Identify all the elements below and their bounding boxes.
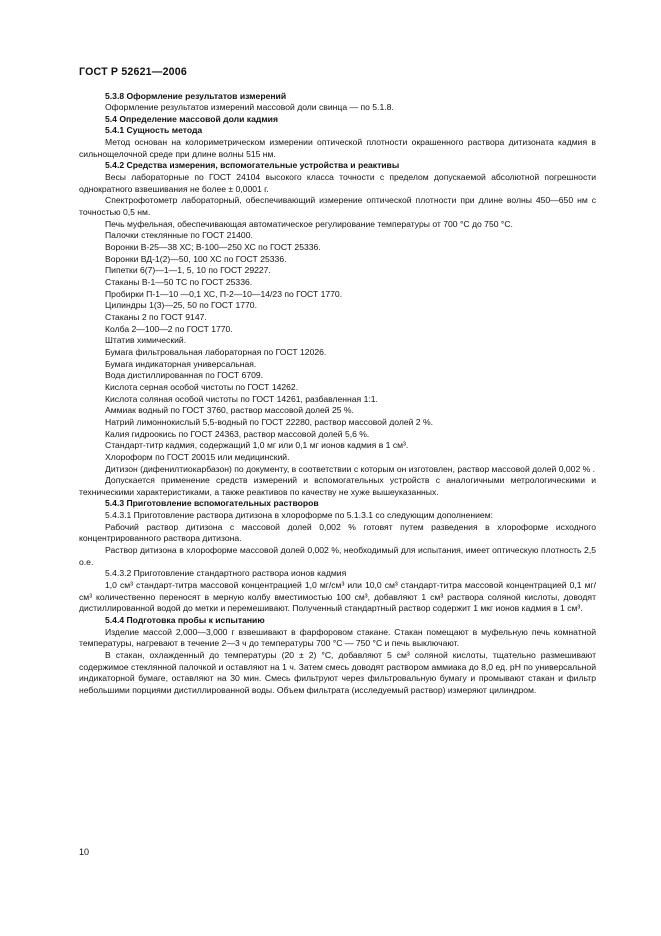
paragraph: 5.4.3.2 Приготовление стандартного раствора ионов кадмия (105, 568, 347, 579)
list-item: Калия гидроокись по ГОСТ 24363, раствор массовой долей 5,6 %. (105, 428, 370, 439)
section-heading-5-4-1: 5.4.1 Сущность метода (105, 125, 203, 136)
list-item: Бумага фильтровальная лабораторная по ГОСТ 12026. (105, 346, 327, 357)
list-item: Воронки В-25—38 ХС; В-100—250 ХС по ГОСТ 25336. (105, 242, 321, 253)
paragraph: Дитизон (дифенилтиокарбазон) по документу, в соответствии с которым он изготовлен, раствор массовой долей 0,002 % . (105, 463, 596, 474)
list-item: Пипетки 6(7)—1—1, 5, 10 по ГОСТ 29227. (105, 265, 271, 276)
paragraph: Весы лабораторные по ГОСТ 24104 высокого класса точности с пределом допускаемой абсолютной погрешности однократного взвешивания не более ± 0,0001 г. (79, 172, 596, 194)
section-heading-5-4-4: 5.4.4 Подготовка пробы к испытанию (105, 615, 265, 626)
list-item: Стандарт-титр кадмия, содержащий 1,0 мг или 0,1 мг ионов кадмия в 1 см³. (105, 440, 409, 451)
paragraph: 5.4.3.1 Приготовление раствора дитизона в хлороформе по 5.1.3.1 со следующим дополнением: (105, 510, 494, 521)
standard-header: ГОСТ Р 52621—2006 (79, 66, 187, 78)
list-item: Вода дистиллированная по ГОСТ 6709. (105, 370, 264, 381)
paragraph: Печь муфельная, обеспечивающая автоматическое регулирование температуры от 700 °С до 750 °С. (105, 218, 513, 229)
section-heading-5-4: 5.4 Определение массовой доли кадмия (105, 113, 278, 124)
body-text (79, 91, 596, 697)
paragraph: Допускается применение средств измерений и вспомогательных устройств с аналогичными метрологическими и техническими характеристиками, а также реактивов по качеству не хуже вышеуказанных. (79, 475, 596, 497)
paragraph: Рабочий раствор дитизона с массовой долей 0,002 % готовят путем разведения в хлороформе исходного концентрированного раствора дитизона. (79, 521, 596, 544)
list-item: Аммиак водный по ГОСТ 3760, раствор массовой долей 25 %. (105, 405, 354, 416)
list-item: Колба 2—100—2 по ГОСТ 1770. (105, 323, 233, 334)
section-heading-5-4-2: 5.4.2 Средства измерения, вспомогательные устройства и реактивы (105, 160, 400, 171)
list-item: Цилиндры 1(3)—25, 50 по ГОСТ 1770. (105, 300, 257, 311)
list-item: Хлороформ по ГОСТ 20015 или медицинский. (105, 451, 290, 462)
list-item: Воронки ВД-1(2)—50, 100 ХС по ГОСТ 25336. (105, 253, 287, 264)
list-item: Бумага индикаторная универсальная. (105, 358, 257, 369)
list-item: Стаканы В-1—50 ТС по ГОСТ 25336. (105, 277, 253, 287)
paragraph: Оформление результатов измерений массовой доли свинца — по 5.1.8. (105, 102, 394, 113)
list-item: Кислота серная особой чистоты по ГОСТ 14262. (105, 381, 299, 392)
paragraph: 1,0 см³ стандарт-титра массовой концентрацией 1,0 мг/см³ или 10,0 см³ стандарт-титра массовой концентрацией 0,1 мг/см³ количественно переносят в мерную колбу вместимостью 100 см³, добавляют 1 см³ раствора соляной кислоты, доводят дистиллированной водой до метки и перемешивают. Полученный стандартный раствор содержит 1 мкг ионов кадмия в 1 см³. (79, 580, 596, 614)
list-item: Стаканы 2 по ГОСТ 9147. (105, 311, 207, 322)
list-item: Штатив химический. (105, 335, 187, 346)
paragraph: Метод основан на колориметрическом измерении оптической плотности окрашенного раствора дитизоната кадмия в сильнощелочной среде при длине волны 515 нм. (79, 137, 596, 159)
paragraph: Спектрофотометр лабораторный, обеспечивающий измерение оптической плотности при длине волны 450—650 нм с точностью 0,5 нм. (79, 195, 596, 218)
paragraph: В стакан, охлажденный до температуры (20 ± 2) °С, добавляют 5 см³ соляной кислоты, тщательно размешивают содержимое стеклянной палочкой и оставляют на 1 ч. Затем смесь доводят раствором аммиака до 8,0 ед. pH по универсальной индикаторной бумаге, оставляют на 30 мин. Смесь фильтруют через фильтровальную бумагу и промывают стакан и фильтр небольшими порциями дистиллированной воды. Объем фильтрата (исследуемый раствор) измеряют цилиндром. (79, 650, 596, 695)
page-number: 10 (79, 847, 90, 857)
section-heading-5-3-8: 5.3.8 Оформление результатов измерений (105, 90, 287, 101)
list-item: Кислота соляная особой чистоты по ГОСТ 14261, разбавленная 1:1. (105, 393, 378, 404)
paragraph: Изделие массой 2,000—3,000 г взвешивают в фарфоровом стакане. Стакан помещают в муфельную печь комнатной температуры, нагревают в течение 2—3 ч до температуры 700 °С — 750 °С и печь выключают. (79, 626, 596, 649)
list-item: Пробирки П-1—10 —0,1 ХС, П-2—10—14/23 по ГОСТ 1770. (105, 288, 343, 299)
section-heading-5-4-3: 5.4.3 Приготовление вспомогательных растворов (105, 498, 319, 509)
list-item: Палочки стеклянные по ГОСТ 21400. (105, 230, 253, 241)
list-item: Натрий лимоннокислый 5,5-водный по ГОСТ 22280, раствор массовой долей 2 %. (105, 416, 433, 427)
paragraph: Раствор дитизона в хлороформе массовой долей 0,002 %, необходимый для испытания, имеет оптическую плотность 2,5 о.е. (79, 545, 596, 567)
